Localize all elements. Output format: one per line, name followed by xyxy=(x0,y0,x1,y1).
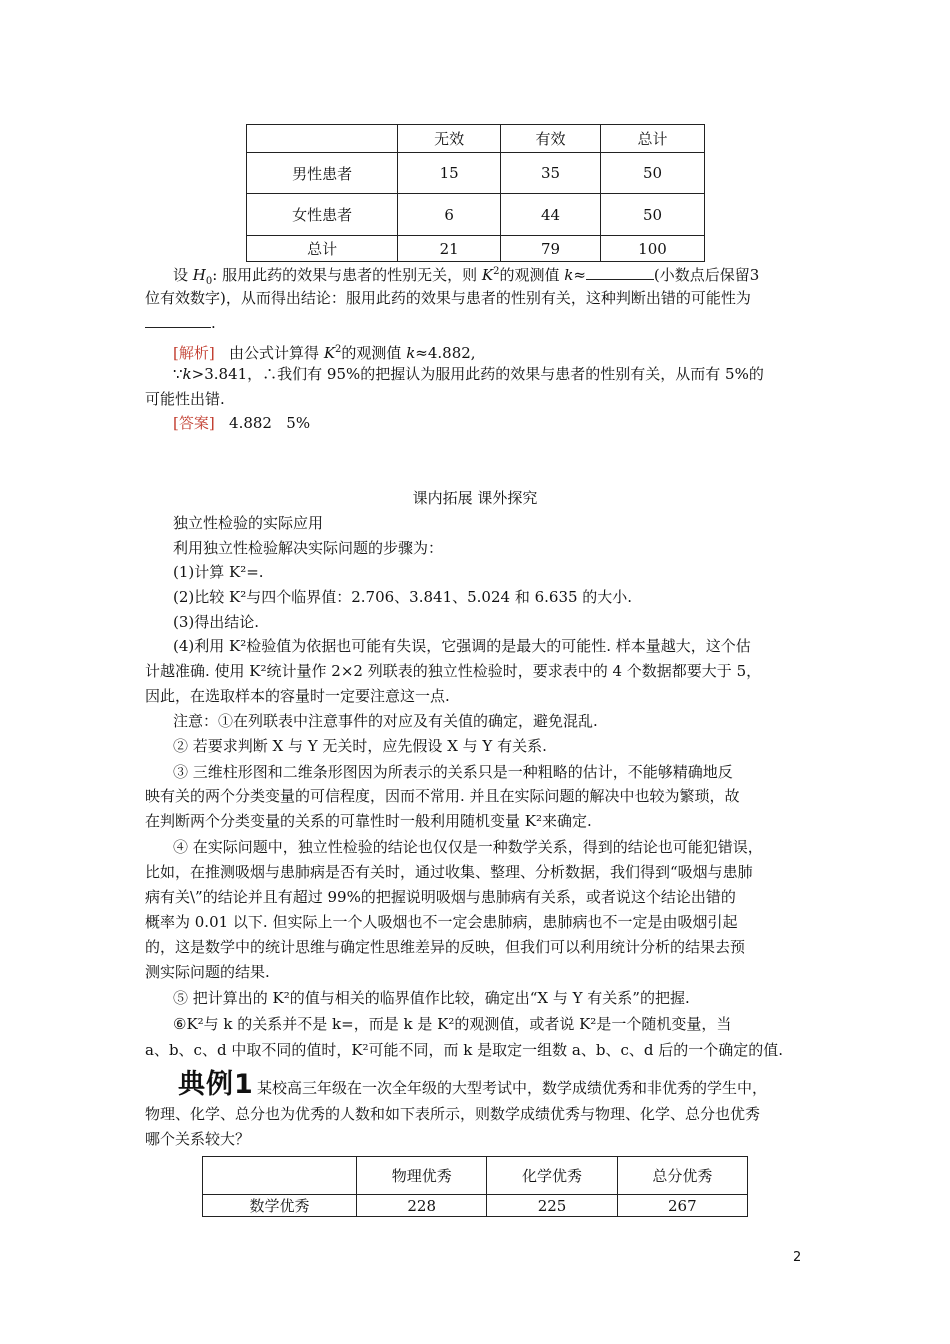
body-line: (1)计算 K²=. xyxy=(173,563,264,581)
problem-line-2: 位有效数字)，从而得出结论：服用此药的效果与患者的性别有关，这种判断出错的可能性为 xyxy=(145,289,751,307)
table-header-row xyxy=(203,1157,748,1195)
body-line: 病有关\”的结论并且有超过 99%的把握说明吸烟与患肺病有关系，或者说这个结论出错的 xyxy=(145,888,736,906)
body-line: 注意：①在列联表中注意事件的对应及有关值的确定，避免混乱. xyxy=(173,712,598,730)
body-line: 在判断两个分类变量的关系的可靠性时一般利用随机变量 K²来确定. xyxy=(145,812,592,830)
body-line: (4)利用 K²检验值为依据也可能有失误，它强调的是最大的可能性. 样本量越大，这个估 xyxy=(173,637,751,655)
table-cell: 15 xyxy=(398,153,501,194)
analysis-line-3: 可能性出错. xyxy=(145,390,225,408)
contingency-table xyxy=(246,124,705,262)
table-cell: 女性患者 xyxy=(247,194,398,236)
table-cell: 44 xyxy=(501,194,601,236)
body-line: a、b、c、d 中取不同的值时，K²可能不同，而 k 是取定一组数 a、b、c、d 后的一个确定的值. xyxy=(145,1041,784,1059)
table-cell: 数学优秀 xyxy=(203,1195,357,1217)
section-title: 课内拓展 课外探究 xyxy=(412,489,538,507)
table-cell: 228 xyxy=(357,1195,487,1217)
table-cell: 267 xyxy=(617,1195,747,1217)
body-line: (2)比较 K²与四个临界值：2.706、3.841、5.024 和 6.635 的大小. xyxy=(173,588,633,606)
example-line-1: 某校高三年级在一次全年级的大型考试中，数学成绩优秀和非优秀的学生中， xyxy=(257,1079,768,1097)
body-line: 映有关的两个分类变量的可信程度，因而不常用. 并且在实际问题的解决中也较为繁琐，故 xyxy=(145,787,740,805)
body-line: ⑥K²与 k 的关系并不是 k=，而是 k 是 K²的观测值，或者说 K²是一个随机变量，当 xyxy=(173,1015,732,1033)
example-line-2: 物理、化学、总分也为优秀的人数和如下表所示，则数学成绩优秀与物理、化学、总分也优秀 xyxy=(145,1105,761,1123)
table-row xyxy=(203,1195,748,1217)
body-line: 因此，在选取样本的容量时一定要注意这一点. xyxy=(145,687,450,705)
body-line: ③ 三维柱形图和二维条形图因为所表示的关系只是一种粗略的估计，不能够精确地反 xyxy=(173,763,733,781)
table-header-cell: 化学优秀 xyxy=(487,1157,617,1195)
table-cell: 35 xyxy=(501,153,601,194)
table-header-row xyxy=(247,125,705,153)
body-line: 概率为 0.01 以下. 但实际上一个人吸烟也不一定会患肺病，患肺病也不一定是由吸烟引起 xyxy=(145,913,738,931)
answer-label: [答案] xyxy=(173,414,215,432)
table-header-cell xyxy=(203,1157,357,1195)
table-cell: 50 xyxy=(600,153,704,194)
table-row xyxy=(247,153,705,194)
answer-blank xyxy=(586,265,654,280)
table-cell: 总计 xyxy=(247,236,398,262)
table-cell: 79 xyxy=(501,236,601,262)
table-cell: 225 xyxy=(487,1195,617,1217)
body-line: 利用独立性检验解决实际问题的步骤为： xyxy=(173,539,444,557)
example-line-3: 哪个关系较大？ xyxy=(145,1130,251,1148)
body-line: (3)得出结论. xyxy=(173,613,260,631)
example-badge: 典例1 xyxy=(178,1069,254,1100)
body-line: 测实际问题的结果. xyxy=(145,963,270,981)
table-cell: 50 xyxy=(600,194,704,236)
table-row xyxy=(247,194,705,236)
table-cell: 6 xyxy=(398,194,501,236)
table-header-cell: 有效 xyxy=(501,125,601,153)
page-number: 2 xyxy=(793,1250,802,1265)
example-table xyxy=(202,1156,748,1217)
problem-line-1: 设 $H_0$: 服用此药的效果与患者的性别无关，则 $K^2$的观测值 k≈ (小数点后保留3 xyxy=(173,266,760,287)
table-header-cell: 无效 xyxy=(398,125,501,153)
table-row xyxy=(247,236,705,262)
table-header-cell xyxy=(247,125,398,153)
table-header-cell: 物理优秀 xyxy=(357,1157,487,1195)
table-cell: 男性患者 xyxy=(247,153,398,194)
body-line: 计越准确. 使用 K²统计量作 2×2 列联表的独立性检验时，要求表中的 4 个数据都要大于 5， xyxy=(145,662,762,680)
body-line: 比如，在推测吸烟与患肺病是否有关时，通过收集、整理、分析数据，我们得到“吸烟与患肺 xyxy=(145,863,753,881)
body-line: ⑤ 把计算出的 K²的值与相关的临界值作比较，确定出“X 与 Y 有关系”的把握. xyxy=(173,989,690,1007)
body-line: ④ 在实际问题中，独立性检验的结论也仅仅是一种数学关系，得到的结论也可能犯错误， xyxy=(173,838,763,856)
analysis-line-1: [解析] 由公式计算得 $K^2$的观测值 k≈4.882, xyxy=(173,344,476,362)
table-cell: 100 xyxy=(600,236,704,262)
body-line: 独立性检验的实际应用 xyxy=(173,514,324,532)
body-line: 的，这是数学中的统计思维与确定性思维差异的反映，但我们可以利用统计分析的结果去预 xyxy=(145,938,746,956)
problem-line-3: . xyxy=(145,313,216,333)
analysis-label: [解析] xyxy=(173,344,215,362)
answer-line: [答案] 4.882 5% xyxy=(173,414,311,432)
answer-blank xyxy=(145,313,211,328)
body-line: ② 若要求判断 X 与 Y 无关时，应先假设 X 与 Y 有关系. xyxy=(173,737,547,755)
table-header-cell: 总分优秀 xyxy=(617,1157,747,1195)
table-header-cell: 总计 xyxy=(600,125,704,153)
table-cell: 21 xyxy=(398,236,501,262)
analysis-line-2: ∵k>3.841，∴我们有 95%的把握认为服用此药的效果与患者的性别有关，从而有 5%的 xyxy=(173,365,764,383)
